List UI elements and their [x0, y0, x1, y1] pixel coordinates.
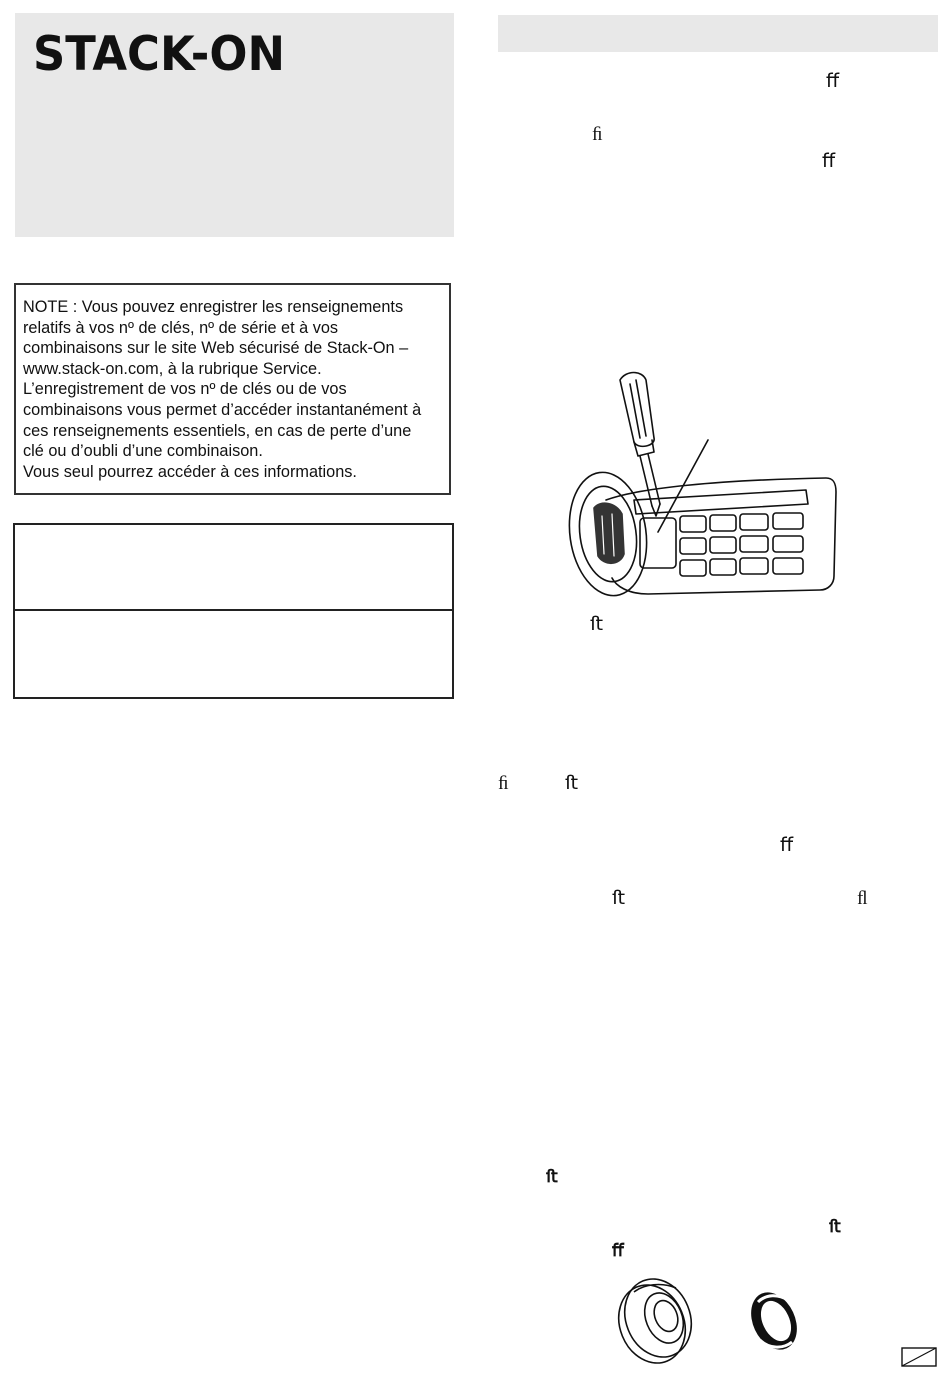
- ligature-glyph: ﬅ: [546, 1167, 558, 1186]
- ligature-glyph: ﬀ: [612, 1241, 624, 1260]
- ligature-glyph: ﬂ: [857, 888, 868, 909]
- ligature-glyph: ﬅ: [565, 773, 579, 794]
- empty-box-lower: [13, 609, 454, 699]
- note-line: NOTE : Vous pouvez enregistrer les renseignements: [23, 298, 404, 316]
- ligature-glyph: ﬀ: [822, 151, 836, 172]
- lock-washer-icon: [748, 1288, 800, 1354]
- ligature-glyph: ﬅ: [590, 614, 604, 635]
- ligature-glyph: ﬀ: [780, 835, 794, 856]
- note-line: combinaisons vous permet d’accéder instantanément à: [23, 400, 422, 419]
- lock-cylinder-ring-icon: [614, 1274, 698, 1368]
- empty-box-upper: [13, 523, 454, 611]
- keypad-lock-with-screwdriver-icon: [568, 368, 840, 604]
- note-line: Vous seul pourrez accéder à ces informations.: [23, 462, 357, 481]
- ligature-glyph: ﬅ: [829, 1217, 841, 1236]
- note-box: [14, 283, 451, 495]
- ligature-glyph: ﬁ: [592, 124, 603, 145]
- note-line: www.stack-on.com, à la rubrique Service.: [23, 359, 322, 378]
- ligature-glyph: ﬁ: [498, 773, 509, 794]
- logo-text: STACK-ON: [33, 27, 285, 82]
- ligature-glyph: ﬀ: [826, 71, 840, 92]
- note-line: clé ou d’oubli d’une combinaison.: [23, 442, 263, 461]
- page-corner-icon: [901, 1347, 937, 1367]
- section-header-band: [498, 15, 938, 52]
- note-line: combinaisons sur le site Web sécurisé de Stack-On –: [23, 339, 409, 358]
- note-line: ces renseignements essentiels, en cas de perte d’une: [23, 421, 412, 440]
- ligature-glyph: ﬅ: [612, 888, 626, 909]
- note-line: relatifs à vos nº de clés, nº de série et à vos: [23, 318, 339, 337]
- note-line: L’enregistrement de vos nº de clés ou de vos: [23, 380, 347, 399]
- stack-on-logo: [33, 27, 285, 82]
